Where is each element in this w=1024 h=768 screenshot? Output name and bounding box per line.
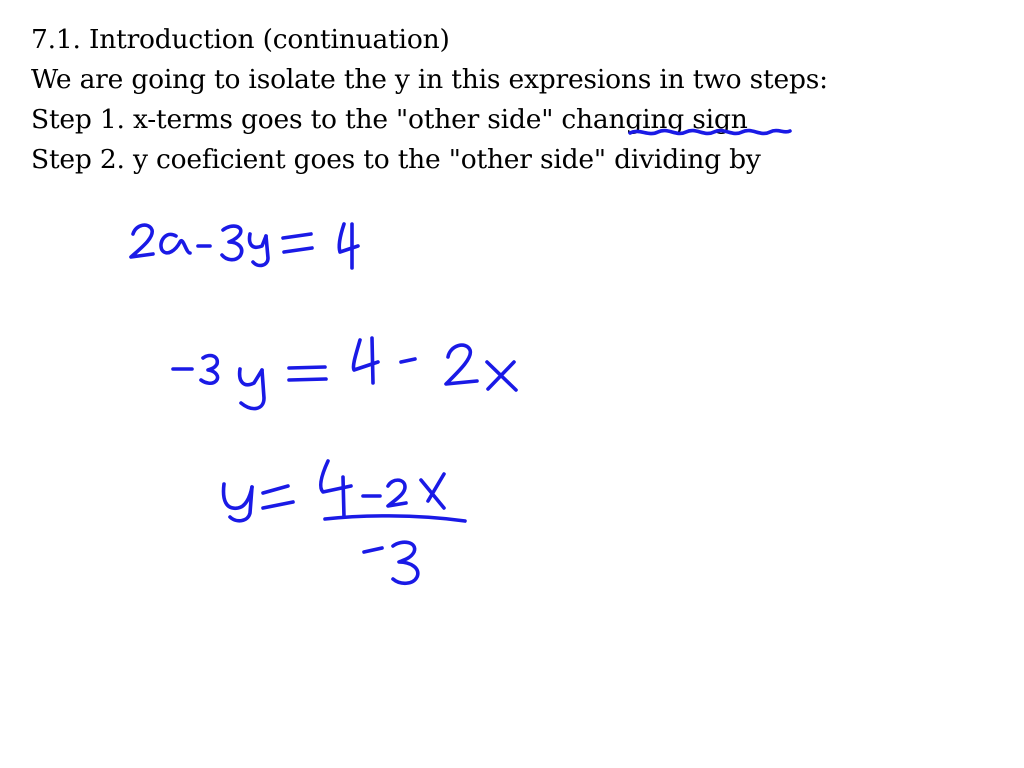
step-1-underlined-text: anging sign	[592, 104, 748, 135]
step-2-line: Step 2. y coeficient goes to the "other side" dividing by	[31, 144, 761, 175]
intro-line: We are going to isolate the y in this expresions in two steps:	[31, 64, 828, 95]
section-title: 7.1. Introduction (continuation)	[31, 24, 450, 55]
handwritten-equation-2	[173, 338, 516, 409]
handwritten-equation-1	[131, 224, 358, 268]
handwritten-equation-3	[224, 461, 465, 583]
step-1-line	[31, 100, 1011, 140]
typed-notes	[31, 20, 1011, 180]
step-1-text: Step 1. x-terms goes to the "other side" ch	[31, 104, 593, 135]
